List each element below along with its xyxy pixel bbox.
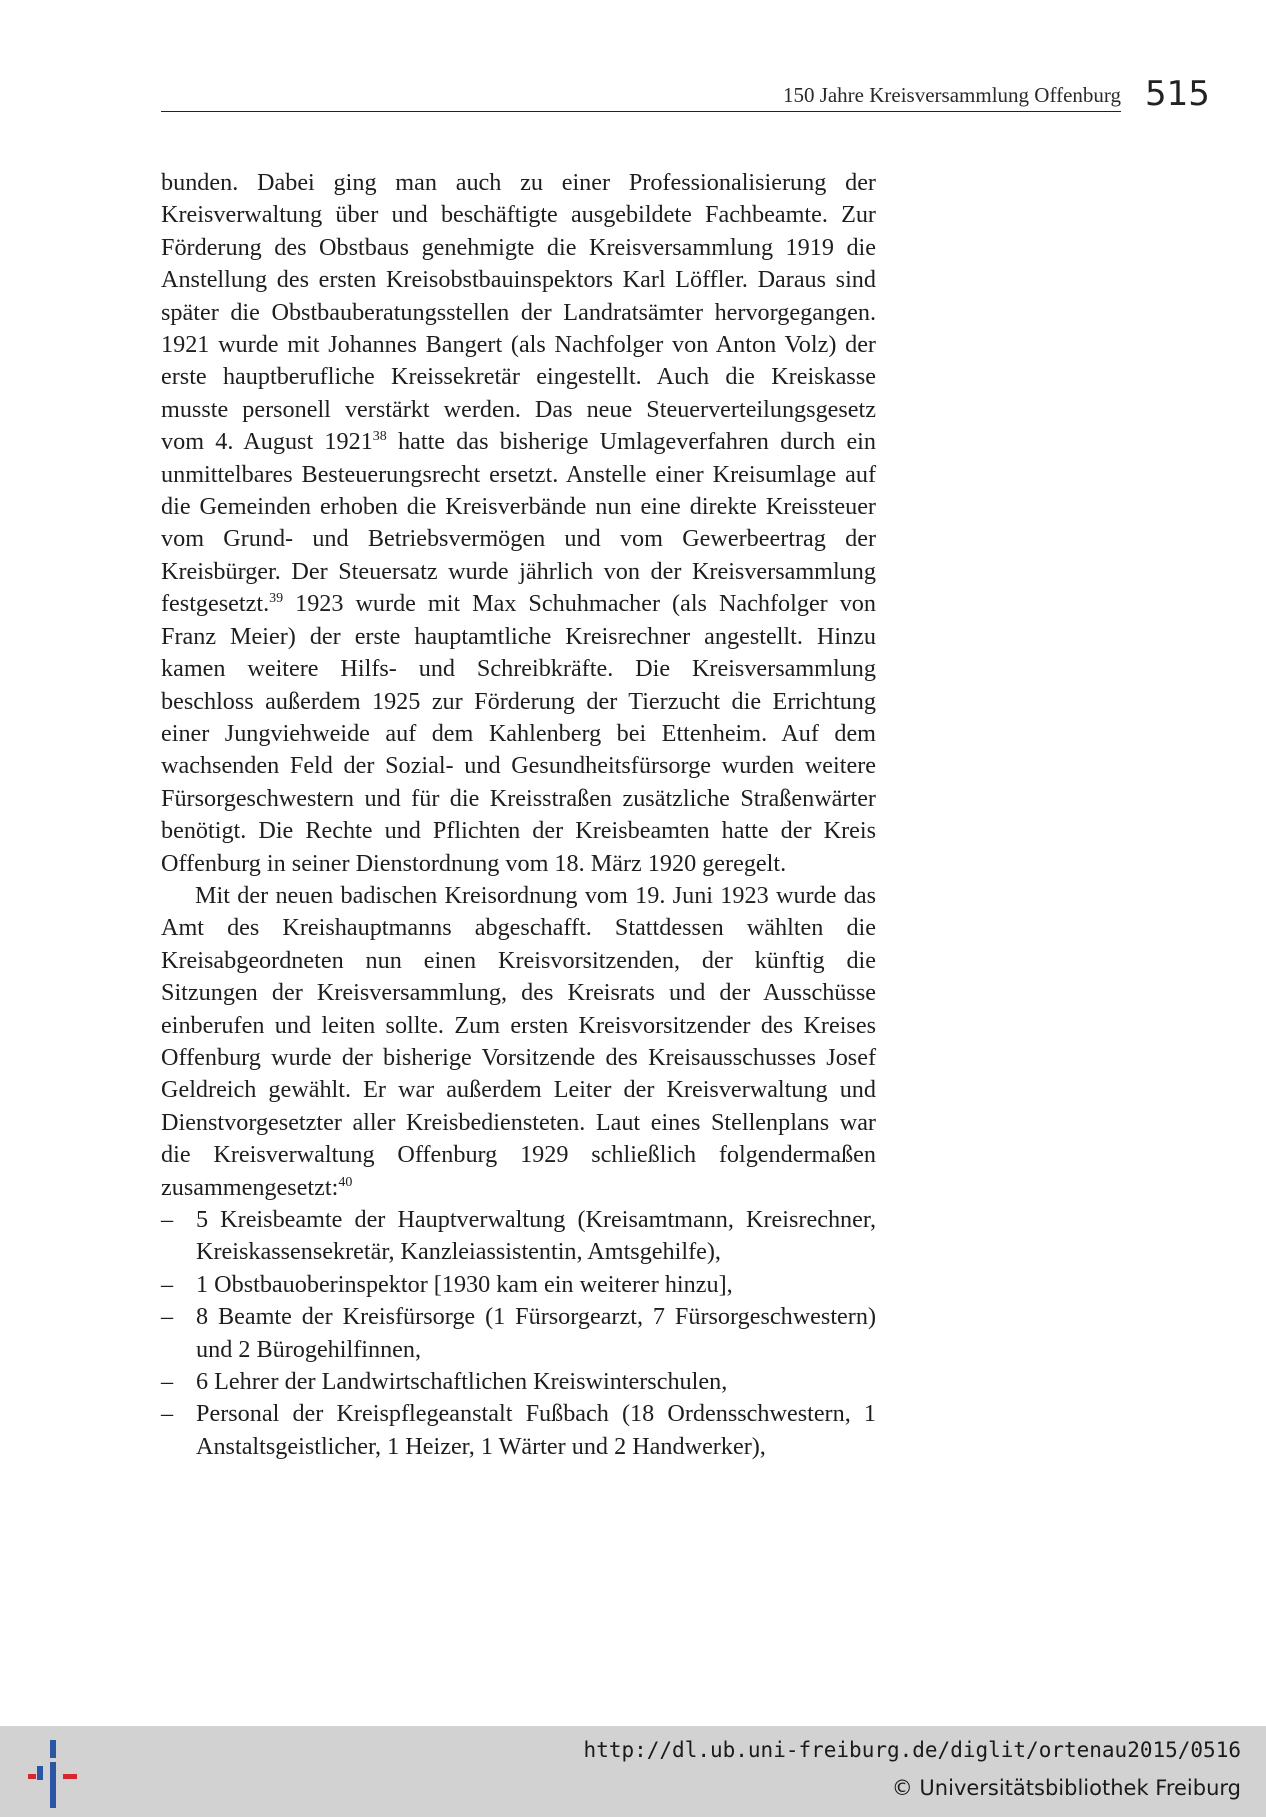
paragraph-1-part-2: hatte das bisherige Umlageverfahren durch ein unmittelbares Besteuerungsrecht ersetzt. Anstelle einer Kreisumlage auf die Gemeinden erhoben die Kreisverbände nun eine direkte Kreissteuer vom Grund- und Betriebsvermögen und vom Gewerbeertrag der Kreisbürger. Der Steuersatz wurde jährlich von der Kreisversammlung festgesetzt. — [161, 428, 876, 618]
footnote-ref-40[interactable]: 40 — [338, 1174, 353, 1190]
paragraph-1-part-1: bunden. Dabei ging man auch zu einer Professionalisierung der Kreisverwaltung über und beschäftigte ausgebildete Fachbeamte. Zur Förderung des Obstbaus genehmigte die Kreisversammlung 1919 die Anstellung des ersten Kreisobstbauinspektors Karl Löffler. Daraus sind später die Obstbauberatungsstellen der Landratsämter hervorgegangen. 1921 wurde mit Johannes Bangert (als Nachfolger von Anton Volz) der erste hauptberufliche Kreissekretär eingestellt. Auch die Kreiskasse musste personell verstärkt werden. Das neue Steuerverteilungsgesetz vom 4. August 1921 — [161, 169, 876, 456]
list-item: – 5 Kreisbeamte der Hauptverwaltung (Kreisamtmann, Kreisrechner, Kreiskassensekretär, Kanzleiassistentin, Amtsgehilfe), — [161, 1204, 876, 1269]
running-head — [161, 74, 1121, 114]
header-rule — [161, 111, 1121, 112]
library-logo-icon — [28, 1740, 80, 1808]
list-item: – 6 Lehrer der Landwirtschaftlichen Kreiswinterschulen, — [161, 1366, 876, 1398]
logo-dash-right — [63, 1774, 77, 1779]
paragraph-2 — [161, 880, 876, 1204]
logo-bar-center — [50, 1762, 56, 1808]
page-number: 515 — [1145, 74, 1210, 114]
footnote-ref-38[interactable]: 38 — [372, 429, 387, 445]
list-item: – 1 Obstbauoberinspektor [1930 kam ein weiterer hinzu], — [161, 1269, 876, 1301]
logo-dash-left — [28, 1774, 36, 1779]
list-item: – Personal der Kreispflegeanstalt Fußbach (18 Ordensschwestern, 1 Anstaltsgeistlicher, 1 Heizer, 1 Wärter und 2 Handwerker), — [161, 1398, 876, 1463]
footnote-ref-39[interactable]: 39 — [269, 591, 284, 607]
paragraph-1 — [161, 167, 876, 880]
logo-bar-top — [50, 1740, 56, 1758]
paragraph-2-text: Mit der neuen badischen Kreisordnung vom 19. Juni 1923 wurde das Amt des Kreishauptmanns abgeschafft. Stattdessen wählten die Kreisabgeordneten nun einen Kreisvorsitzenden, der künftig die Sitzungen der Kreisversammlung, des Kreisrats und der Ausschüsse einberufen und leiten sollte. Zum ersten Kreisvorsitzender des Kreises Offenburg wurde der bisherige Vorsitzende des Kreisausschusses Josef Geldreich gewählt. Er war außerdem Leiter der Kreisverwaltung und Dienstvorgesetzter aller Kreisbediensteten. Laut eines Stellenplans war die Kreisverwaltung Offenburg 1929 schließlich folgendermaßen zusammengesetzt: — [161, 881, 876, 1201]
staff-list — [161, 1204, 876, 1463]
paragraph-1-part-3: 1923 wurde mit Max Schuhmacher (als Nachfolger von Franz Meier) der erste hauptamtliche Kreisrechner angestellt. Hinzu kamen weitere Hilfs- und Schreibkräfte. Die Kreisversammlung beschloss außerdem 1925 zur Förderung der Tierzucht die Errichtung einer Jungviehweide auf dem Kahlenberg bei Ettenheim. Auf dem wachsenden Feld der Sozial- und Gesundheitsfürsorge wurden weitere Fürsorgeschwestern und für die Kreisstraßen zusätzliche Straßenwärter benötigt. Die Rechte und Pflichten der Kreisbeamten hatte der Kreis Offenburg in seiner Dienstordnung vom 18. März 1920 geregelt. — [161, 590, 876, 877]
footer-url[interactable]: http://dl.ub.uni-freiburg.de/diglit/ortenau2015/0516 — [583, 1738, 1241, 1762]
footer-bar — [0, 1726, 1266, 1817]
body-text — [161, 167, 876, 1463]
logo-bar-left — [37, 1766, 43, 1780]
footer-copyright: © Universitätsbibliothek Freiburg — [891, 1776, 1241, 1800]
list-item: – 8 Beamte der Kreisfürsorge (1 Fürsorgearzt, 7 Fürsorgeschwestern) und 2 Bürogehilfinnen, — [161, 1301, 876, 1366]
running-title: 150 Jahre Kreisversammlung Offenburg — [782, 83, 1121, 107]
